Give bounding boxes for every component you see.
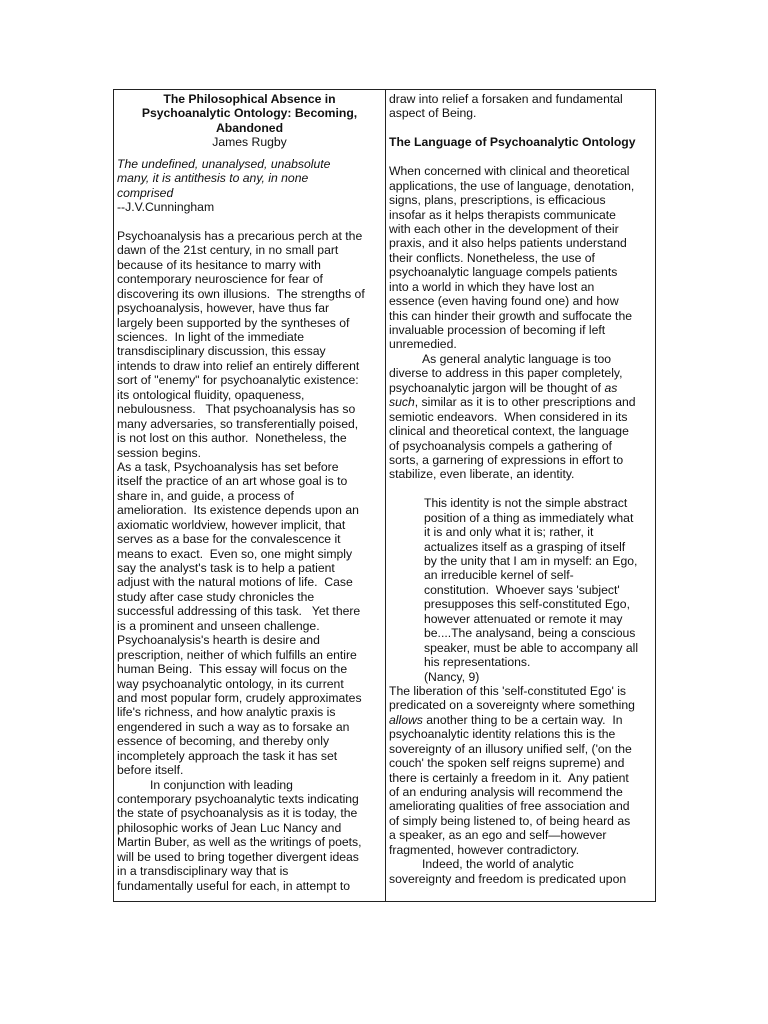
text-line: insofar as it helps therapists communicate	[389, 207, 616, 222]
text-line: predicated on a sovereignty where something	[389, 698, 635, 713]
quote-line: constitution. Whoever says 'subject'	[424, 582, 620, 597]
text-line: sovereignty of an illusory unified self, ('on the	[389, 741, 632, 756]
text-line: itself the practice of an art whose goal is to	[117, 474, 348, 489]
text-line: sorts, a garnering of expressions in effort to	[389, 452, 624, 467]
task-paragraph	[117, 460, 382, 778]
text-segment: psychoanalytic jargon will be thought of	[389, 380, 605, 395]
text-line: a speaker, as an ego and self—however	[389, 828, 607, 843]
conjunction-paragraph	[117, 778, 382, 894]
text-line: Indeed, the world of analytic	[422, 857, 574, 872]
continued-paragraph	[389, 92, 652, 121]
text-line: share in, and guide, a process of	[117, 488, 294, 503]
section-heading: The Language of Psychoanalytic Ontology	[389, 135, 636, 150]
quote-line: it is and only what it is; rather, it	[424, 525, 594, 540]
text-line: diverse to address in this paper completely,	[389, 366, 623, 381]
text-line: before itself.	[117, 763, 184, 778]
text-segment: , similar as it is to other prescriptions and	[414, 395, 636, 410]
text-line: means to exact. Even so, one might simply	[117, 546, 353, 561]
text-line: psychoanalytic identity relations this is the	[389, 727, 616, 742]
text-line: fundamentally useful for each, in attempt to	[117, 878, 351, 893]
text-line: applications, the use of language, denotation,	[389, 178, 635, 193]
text-line: intends to draw into relief an entirely different	[117, 358, 360, 373]
text-line: axiomatic worldview, however implicit, that	[117, 517, 346, 532]
text-line: adjust with the natural motions of life. Case	[117, 575, 353, 590]
text-line: sort of "enemy" for psychoanalytic existence:	[117, 373, 359, 388]
text-line: dawn of the 21st century, in no small part	[117, 243, 339, 258]
text-line: with each other in the development of their	[389, 221, 619, 236]
emphasis-text: allows	[389, 712, 423, 727]
quote-line: his representations.	[424, 655, 531, 670]
text-line: study after case study chronicles the	[117, 589, 315, 604]
quote-line: position of a thing as immediately what	[424, 510, 634, 525]
text-line: is not lost on this author. Nonetheless, the	[117, 431, 347, 446]
text-line: contemporary psychoanalytic texts indicating	[117, 792, 359, 806]
quote-line: be....The analysand, being a conscious	[424, 626, 636, 641]
text-line: clinical and theoretical context, the language	[389, 424, 629, 439]
quote-line: presupposes this self-constituted Ego,	[424, 597, 630, 612]
left-column	[114, 90, 386, 901]
text-line: philosophic works of Jean Luc Nancy and	[117, 820, 342, 835]
epigraph	[117, 157, 382, 215]
title-line: The Philosophical Absence in	[163, 92, 336, 106]
text-line: stabilize, even liberate, an identity.	[389, 467, 575, 482]
text-line: in a transdisciplinary way that is	[117, 864, 289, 879]
text-line: couch' the spoken self reigns supreme) and	[389, 756, 625, 771]
title-line: Psychoanalytic Ontology: Becoming,	[141, 106, 358, 121]
text-line	[389, 395, 652, 409]
quote-line: an irreducible kernel of self-	[424, 568, 574, 583]
text-line: life's richness, and how analytic praxis is	[117, 705, 336, 720]
right-column	[386, 90, 655, 901]
quote-line: however attenuated or remote it may	[424, 611, 623, 626]
block-quote	[389, 496, 652, 684]
quote-line: by the unity that I am in myself: an Ego,	[424, 554, 638, 568]
text-line: sovereignty and freedom is predicated upon	[389, 871, 627, 886]
text-line: is a prominent and unseen challenge.	[117, 618, 320, 633]
text-line: ameliorating qualities of free association and	[389, 799, 630, 814]
text-segment: another thing to be a certain way. In	[422, 712, 623, 727]
text-line: aspect of Being.	[389, 106, 477, 121]
two-column-document	[113, 89, 656, 902]
text-line: their conflicts. Nonetheless, the use of	[389, 250, 595, 265]
text-line: this can hinder their growth and suffocate the	[389, 308, 632, 323]
text-line: incompletely approach the task it has set	[117, 748, 338, 763]
quote-line: actualizes itself as a grasping of itself	[424, 539, 626, 554]
emphasis-text: such	[389, 395, 415, 410]
text-line: When concerned with clinical and theoretical	[389, 164, 630, 179]
quote-line: This identity is not the simple abstract	[424, 496, 628, 511]
text-line: session begins.	[117, 445, 202, 460]
text-line: unremedied.	[389, 337, 457, 352]
text-line: because of its hesitance to marry with	[117, 257, 321, 272]
text-line: The liberation of this 'self-constituted Ego' is	[389, 683, 627, 698]
text-line: amelioration. Its existence depends upon an	[117, 503, 359, 518]
text-line: engendered in such a way as to forsake an	[117, 719, 350, 734]
author-name: James Rugby	[212, 135, 287, 150]
epigraph-line: many, it is antithesis to any, in none	[117, 171, 309, 186]
text-line: Psychoanalysis has a precarious perch at the	[117, 228, 363, 243]
text-line: discovering its own illusions. The strengths of	[117, 286, 365, 301]
text-line: prescription, neither of which fulfills an entire	[117, 647, 357, 662]
text-line: human Being. This essay will focus on the	[117, 662, 348, 677]
quote-citation: (Nancy, 9)	[424, 669, 480, 684]
liberation-paragraph	[389, 684, 652, 857]
quote-line: speaker, must be able to accompany all	[424, 640, 639, 655]
text-line: essence of becoming, and thereby only	[117, 734, 330, 749]
emphasis-text: as	[604, 380, 618, 395]
text-line: psychoanalysis, however, have thus far	[117, 301, 330, 316]
text-line	[389, 713, 652, 727]
text-line: the state of psychoanalysis as it is today, the	[117, 806, 358, 821]
text-line: of psychoanalysis compels a gathering of	[389, 438, 612, 453]
text-line: Psychoanalysis's hearth is desire and	[117, 633, 320, 648]
text-line: there is certainly a freedom in it. Any patient	[389, 770, 629, 785]
text-line: will be used to bring together divergent ideas	[117, 849, 359, 864]
text-line: nebulousness. That psychoanalysis has so	[117, 402, 356, 417]
text-line: into a world in which they have lost an	[389, 279, 595, 294]
text-line: essence (even having found one) and how	[389, 294, 619, 309]
text-line: sciences. In light of the immediate	[117, 330, 304, 344]
text-line: many adversaries, so transferentially poised,	[117, 416, 359, 431]
text-line: contemporary neuroscience for fear of	[117, 272, 323, 287]
jargon-paragraph	[389, 352, 652, 482]
text-line: praxis, and it also helps patients understand	[389, 236, 627, 251]
text-line: say the analyst's task is to help a patient	[117, 561, 335, 575]
epigraph-attribution: --J.V.Cunningham	[117, 200, 215, 215]
text-line: largely been supported by the syntheses of	[117, 315, 350, 330]
intro-paragraph	[117, 229, 382, 460]
text-line: Martin Buber, as well as the writings of poets,	[117, 835, 362, 850]
epigraph-line: The undefined, unanalysed, unabsolute	[117, 156, 331, 171]
text-line: semiotic endeavors. When considered in its	[389, 409, 628, 424]
text-line: and most popular form, crudely approximates	[117, 690, 362, 705]
text-line: In conjunction with leading	[150, 777, 293, 792]
text-line: As general analytic language is too	[422, 351, 612, 366]
text-line: signs, plans, prescriptions, is efficacious	[389, 193, 606, 208]
text-line: of simply being listened to, of being heard as	[389, 813, 631, 828]
text-line: successful addressing of this task. Yet there	[117, 604, 361, 619]
text-line	[389, 381, 652, 395]
text-line: serves as a base for the convalescence it	[117, 532, 341, 547]
language-paragraph	[389, 164, 652, 352]
text-line: draw into relief a forsaken and fundamental	[389, 92, 623, 106]
text-line: way psychoanalytic ontology, in its current	[117, 676, 344, 691]
sovereignty-paragraph	[389, 857, 652, 886]
paper-title	[117, 92, 382, 135]
text-line: As a task, Psychoanalysis has set before	[117, 459, 339, 474]
text-line: its ontological fluidity, opaqueness,	[117, 387, 305, 402]
text-line: invaluable procession of becoming if left	[389, 323, 606, 337]
text-line: fragmented, however contradictory.	[389, 842, 580, 857]
epigraph-line: comprised	[117, 185, 174, 200]
title-line: Abandoned	[215, 120, 284, 135]
text-line: psychoanalytic language compels patients	[389, 265, 618, 280]
text-line: of an enduring analysis will recommend the	[389, 785, 623, 799]
text-line: transdisciplinary discussion, this essay	[117, 344, 326, 359]
